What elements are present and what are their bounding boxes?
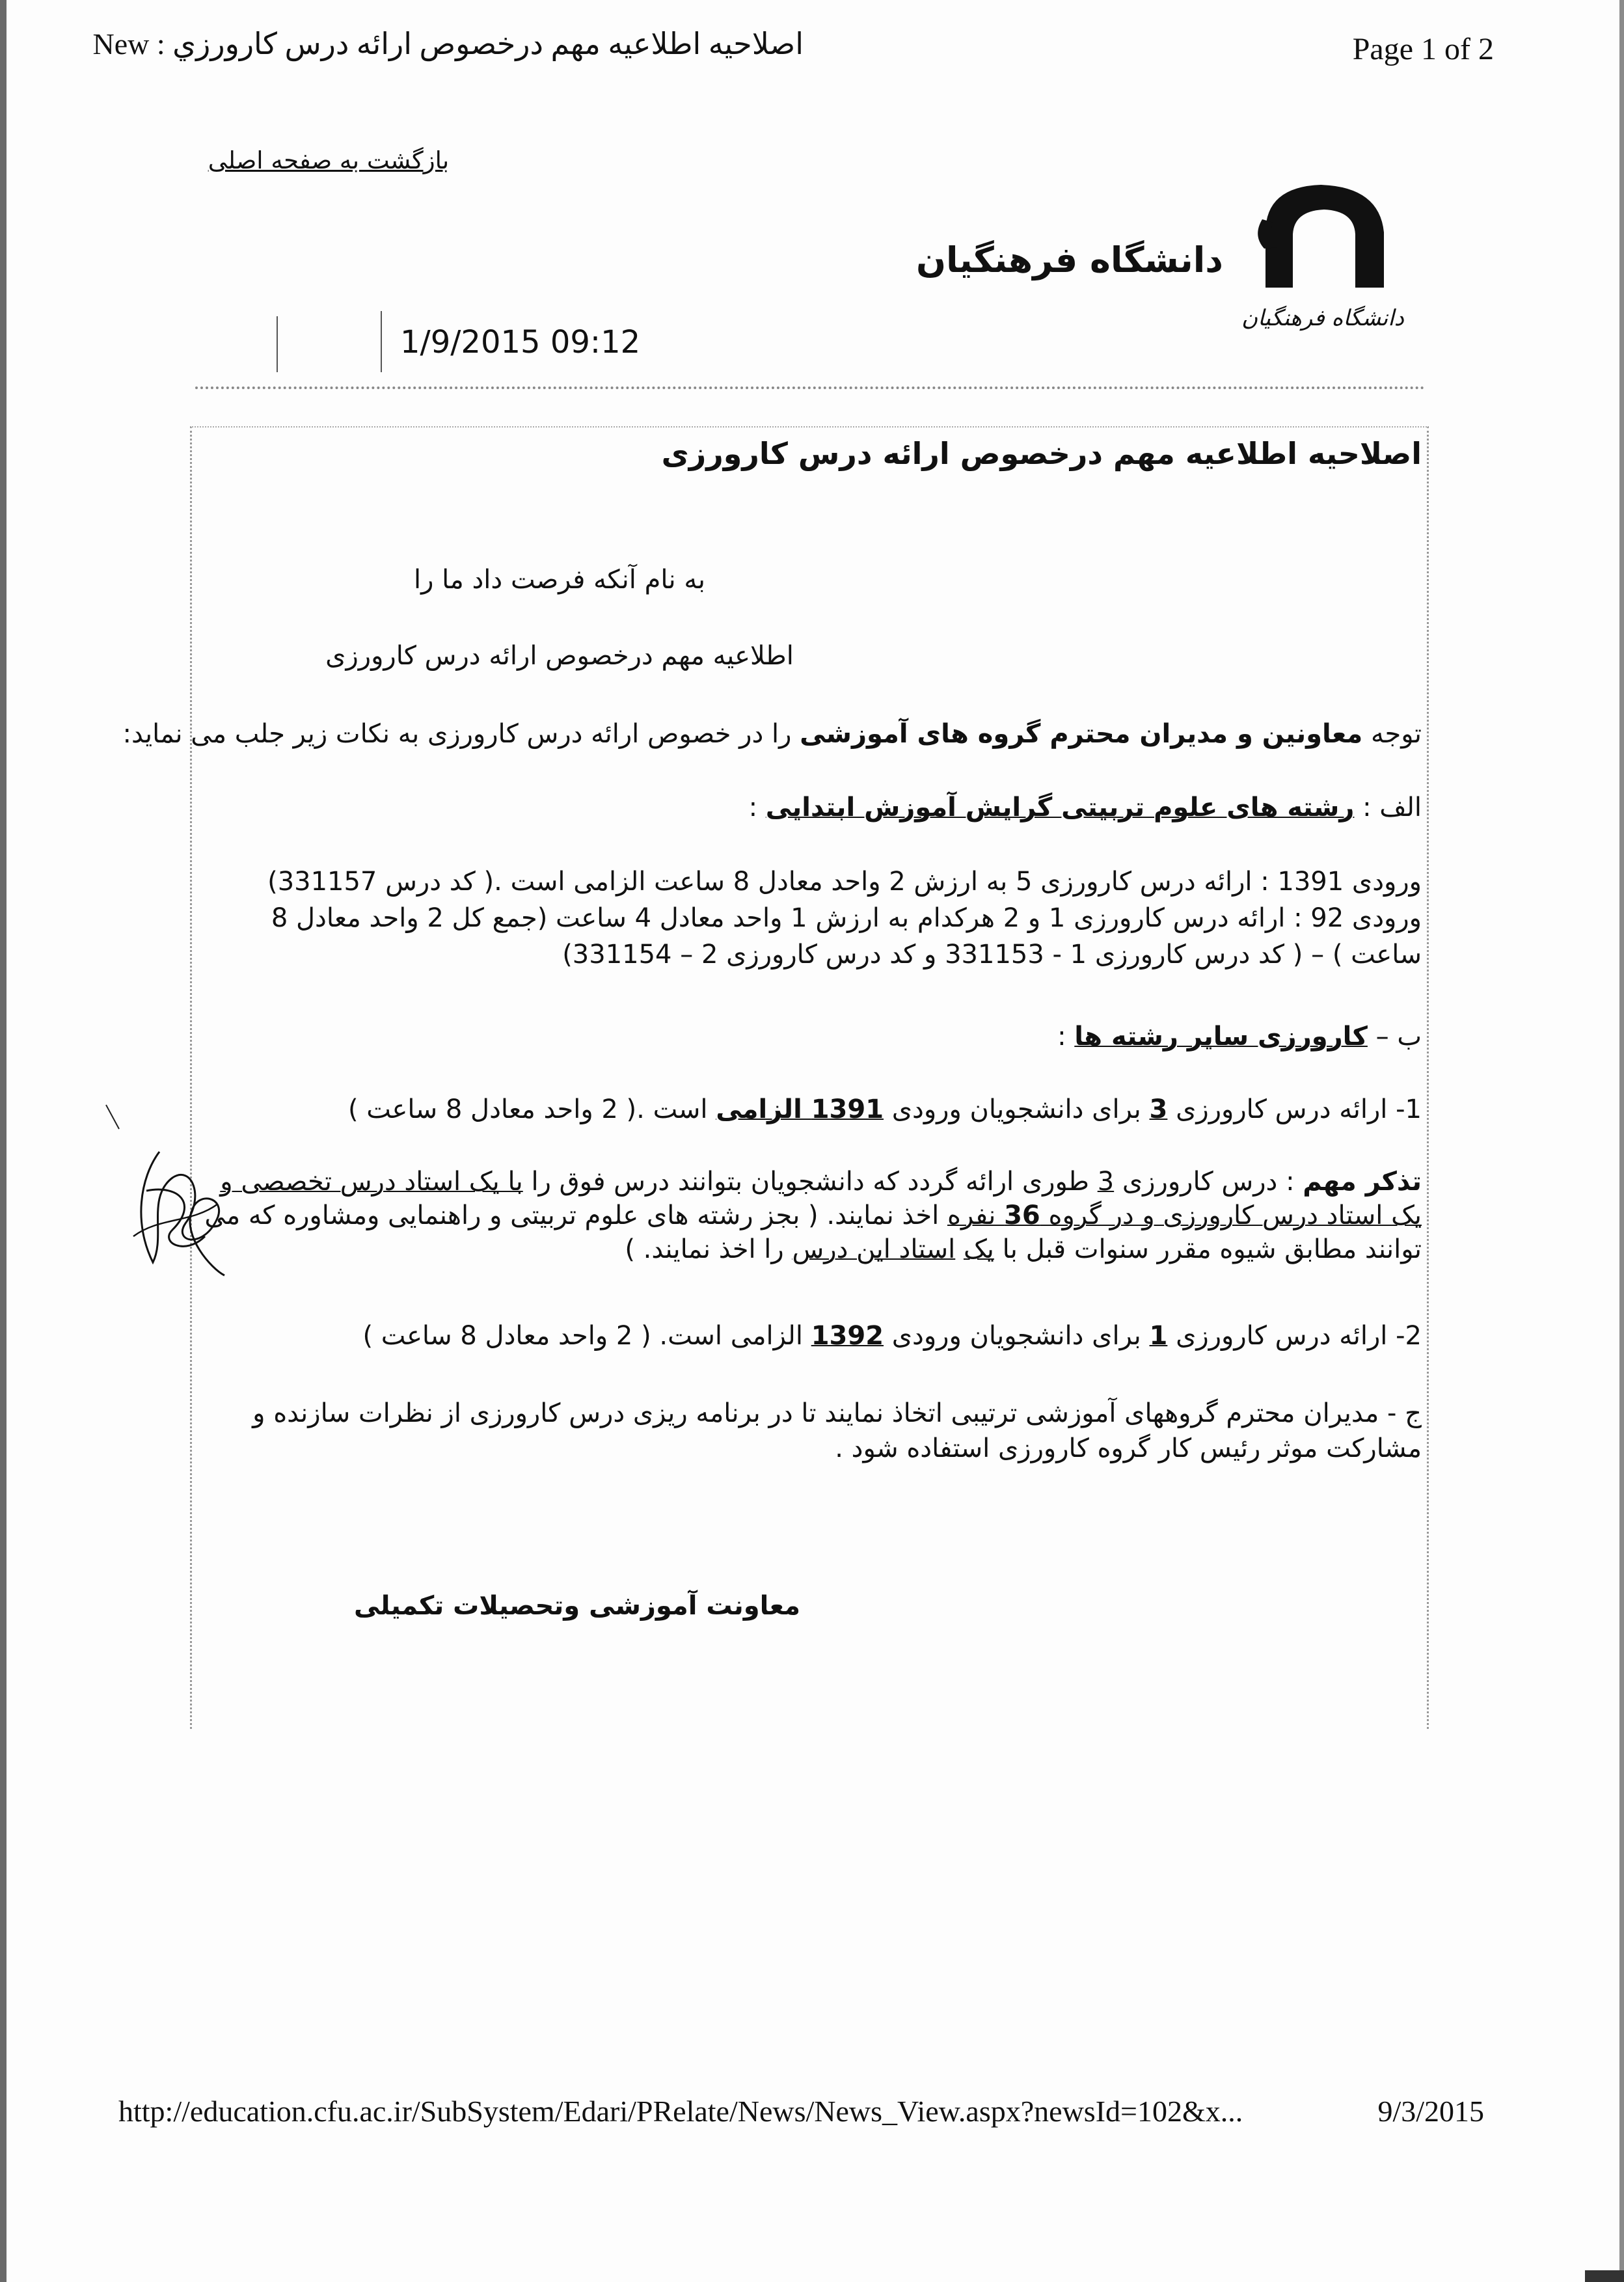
back-to-home-link[interactable]: بازگشت به صفحه اصلی [208, 146, 450, 174]
section-a-line-1: ورودی 1391 : ارائه درس کارورزی 5 به ارزش 2 واحد معادل 8 ساعت الزامی است .( کد درس 331157) [267, 867, 1422, 897]
handwritten-signature-icon [120, 1139, 234, 1282]
scan-corner-mark [1585, 2270, 1624, 2282]
meta-separator [381, 311, 382, 372]
post-meta [277, 311, 644, 372]
meta-separator [277, 316, 278, 372]
scan-edge-right [1619, 0, 1624, 2282]
section-b-heading: ب – کارورزی سایر رشته ها : [1057, 1022, 1422, 1052]
section-c-line-2: مشارکت موثر رئیس کار گروه کارورزی استفاده شود . [835, 1433, 1422, 1463]
item-1: 1- ارائه درس کارورزی 3 برای دانشجویان ورودی 1391 الزامی است .( 2 واحد معادل 8 ساعت ) [347, 1094, 1422, 1124]
print-footer-date: 9/3/2015 [1377, 2095, 1484, 2128]
item-2: 2- ارائه درس کارورزی 1 برای دانشجویان ورودی 1392 الزامی است. ( 2 واحد معادل 8 ساعت ) [362, 1321, 1422, 1351]
section-c-line-1: ج - مدیران محترم گروههای آموزشی ترتیبی اتخاذ نمایند تا در برنامه ریزی درس کارورزی از نظرات سازنده و [252, 1398, 1422, 1428]
intro-paragraph: توجه معاونین و مدیران محترم گروه های آموزشی را در خصوص ارائه درس کارورزی به نکات زیر جلب می نماید: [122, 719, 1422, 749]
scan-edge-left [0, 0, 7, 2282]
greeting: به نام آنکه فرصت داد ما را [414, 565, 705, 595]
print-footer-url: http://education.cfu.ac.ir/SubSystem/Edari/PRelate/News/News_View.aspx?newsId=102&x... [118, 2095, 1243, 2128]
subject-line: اطلاعیه مهم درخصوص ارائه درس کارورزی [325, 641, 794, 671]
important-note [204, 1165, 1422, 1266]
news-panel [190, 426, 1429, 1729]
meta-divider [195, 387, 1425, 389]
news-title: اصلاحیه اطلاعیه مهم درخصوص ارائه درس کارورزی [661, 436, 1422, 471]
note-line-3: توانند مطابق شیوه مقرر سنوات قبل با یک استاد این درس را اخذ نمایند. ) [625, 1234, 1422, 1264]
university-logo-icon [1239, 170, 1405, 336]
print-header-title: اصلاحيه اطلاعيه مهم درخصوص ارائه درس کارورزي : New [92, 27, 804, 61]
signature-title: معاونت آموزشی وتحصیلات تکمیلی [354, 1591, 800, 1621]
note-line-2: یک استاد درس کارورزی و در گروه 36 نفره اخذ نمایند. ( بجز رشته های علوم تربیتی و راهنمایی ومشاوره که می [204, 1201, 1422, 1230]
stray-pen-mark-icon [103, 1103, 122, 1132]
section-a-body [267, 863, 1422, 973]
logo-caption: دانشگاه فرهنگیان [1241, 305, 1404, 331]
section-a-line-3: ساعت ) – ( کد درس کارورزی 1 - 331153 و کد درس کارورزی 2 – 331154) [562, 940, 1422, 970]
note-line-1: تذکر مهم : درس کارورزی 3 طوری ارائه گردد که دانشجویان بتوانند درس فوق را با یک استاد درس تخصصی و [220, 1167, 1422, 1197]
post-date: 1/9/2015 09:12 [400, 324, 641, 360]
section-a-line-2: ورودی 92 : ارائه درس کارورزی 1 و 2 هرکدام به ارزش 1 واحد معادل 4 ساعت (جمع کل 2 واحد معادل 8 [271, 903, 1422, 933]
page-count: Page 1 of 2 [1352, 32, 1494, 66]
section-a-heading: الف : رشته های علوم تربیتی گرایش آموزش ابتدایی : [748, 793, 1422, 822]
section-c [252, 1396, 1422, 1466]
university-name: دانشگاه فرهنگیان [915, 239, 1223, 280]
